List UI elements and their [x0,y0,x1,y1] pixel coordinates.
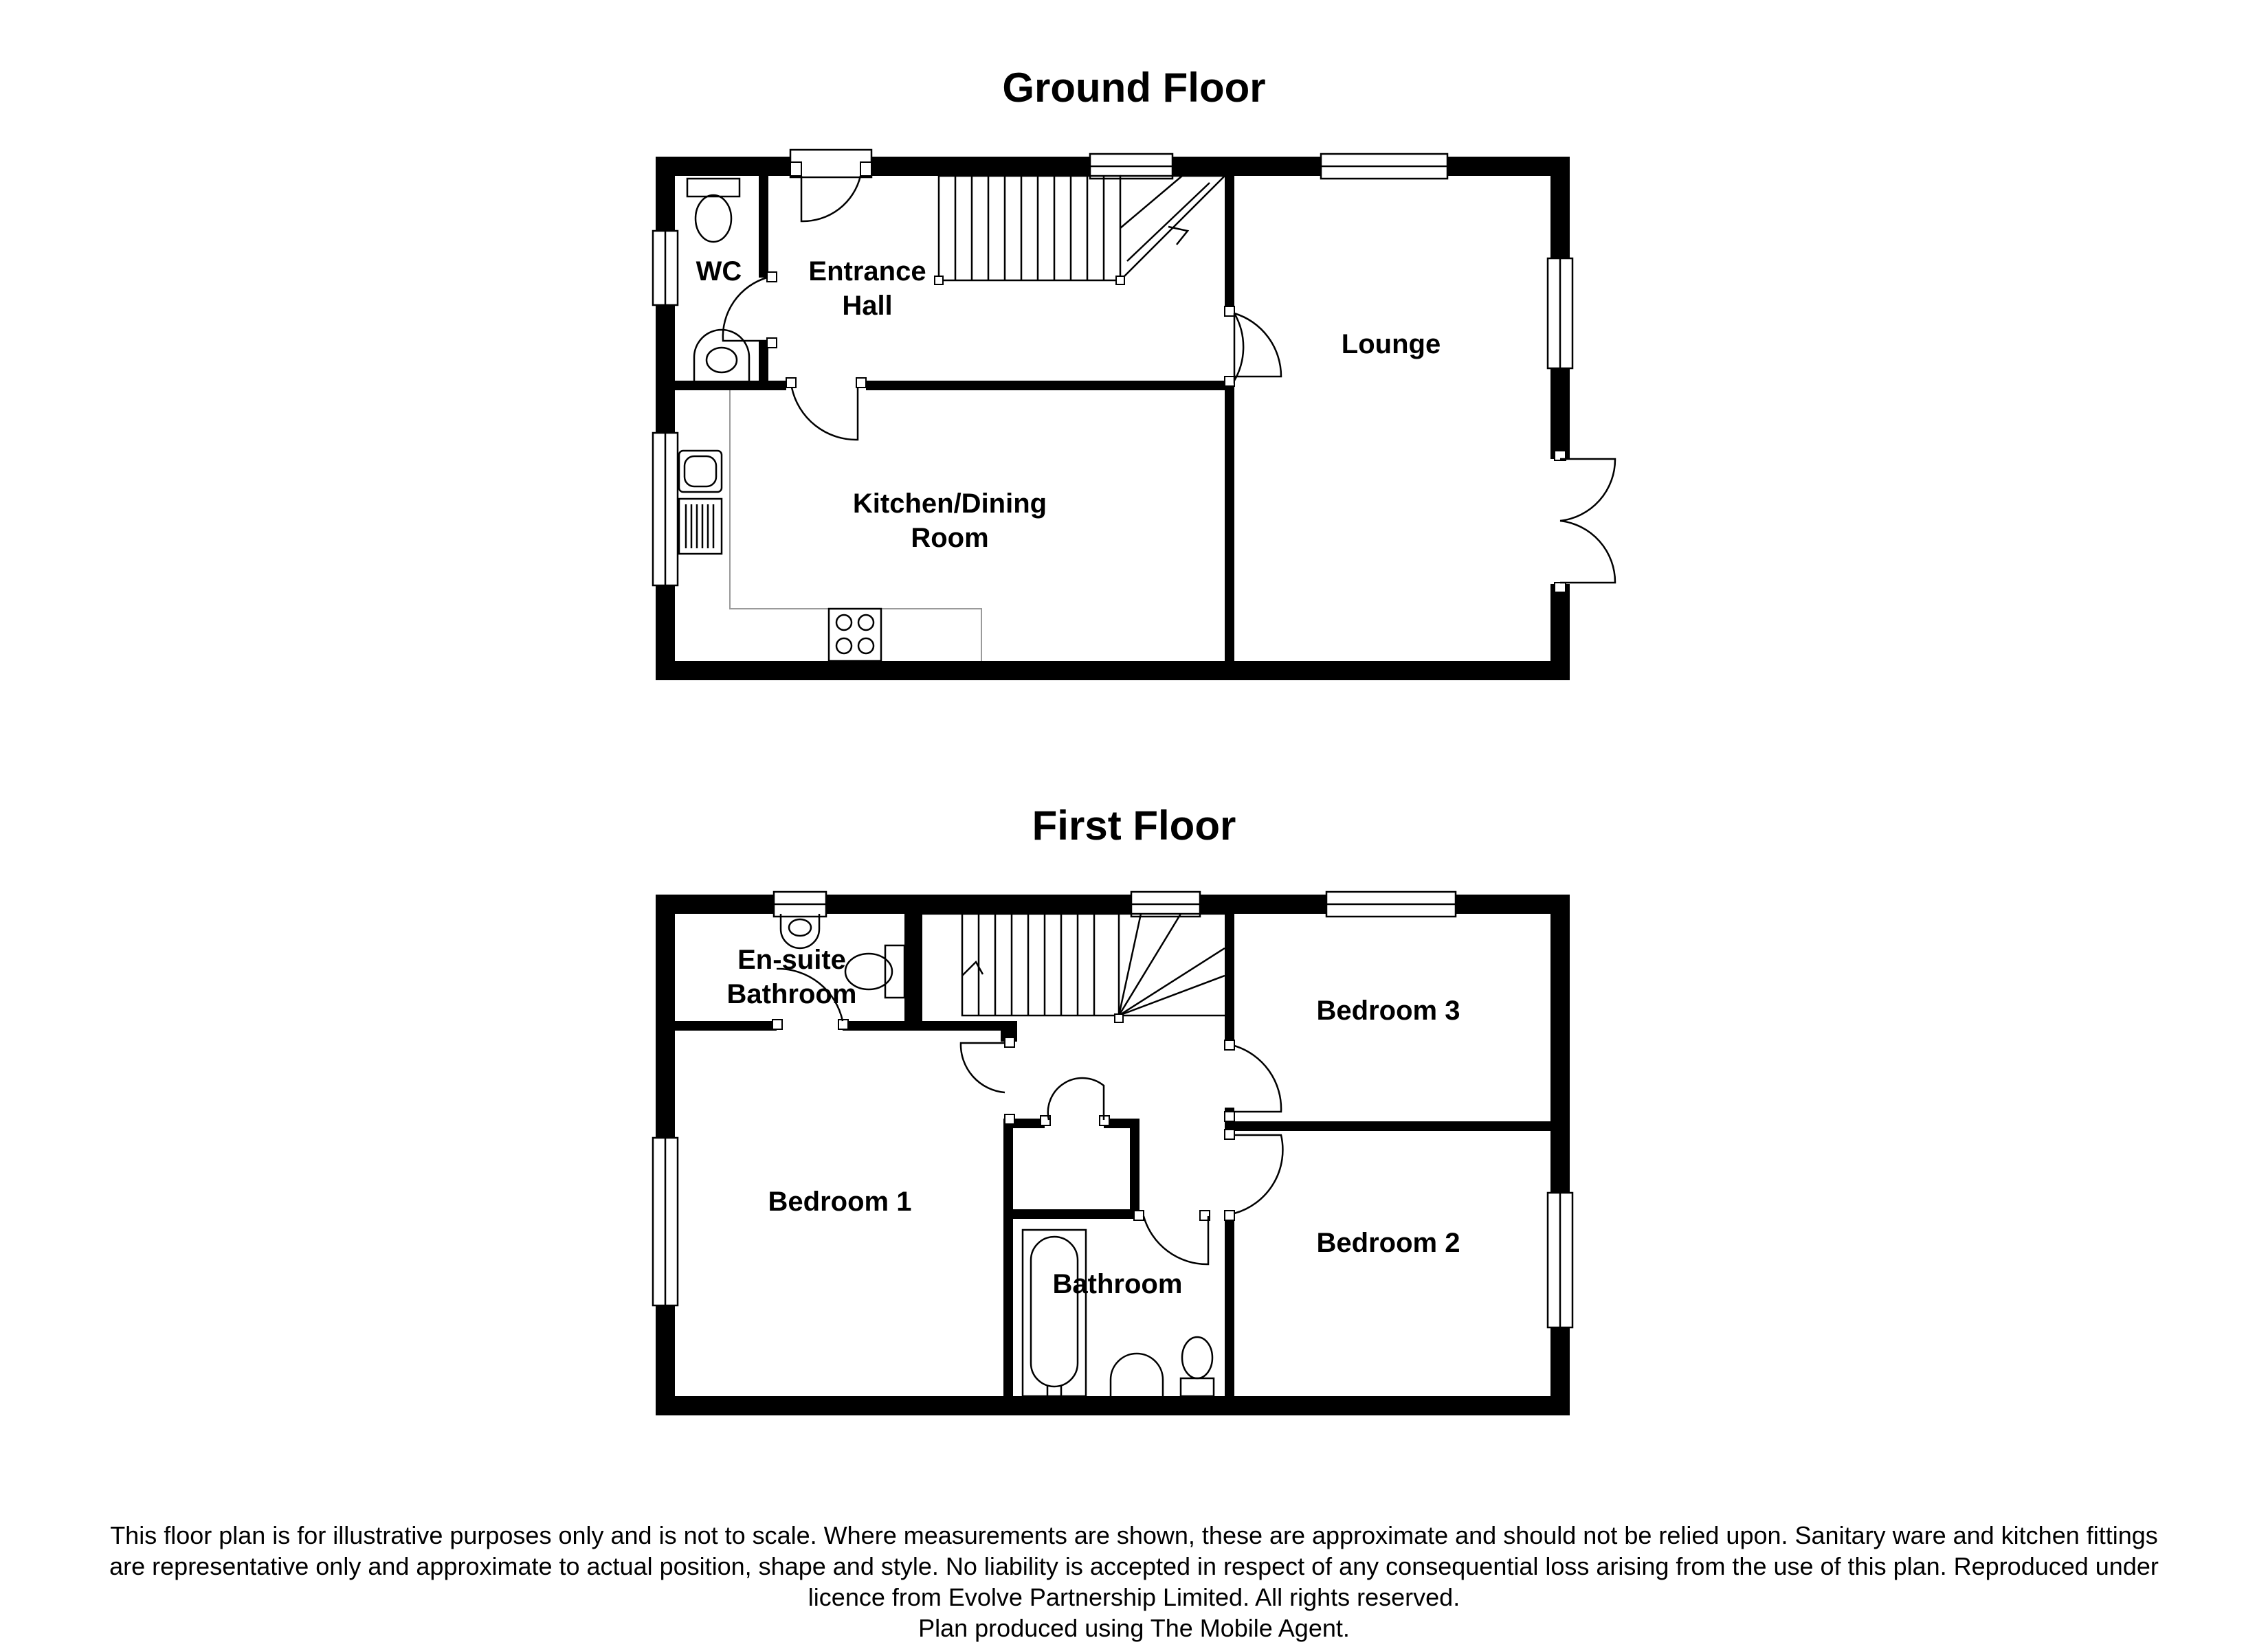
first-floor-staircase [922,914,1225,1022]
ground-floor-outer-walls [656,157,1570,680]
room-label-bathroom: Bathroom [1052,1269,1183,1299]
disclaimer-line: Plan produced using The Mobile Agent. [918,1614,1350,1642]
room-label-ensuite-line1: En-suite [737,945,846,975]
room-label-bedroom-2: Bedroom 2 [1316,1228,1460,1258]
ground-floor-doors [723,272,1281,440]
french-doors [1549,451,1615,592]
room-label-entrance-hall-line1: Entrance [808,256,926,287]
room-label-lounge: Lounge [1341,329,1441,359]
room-label-entrance-hall-line2: Hall [842,291,893,321]
first-floor-title: First Floor [1032,803,1236,849]
room-label-kitchen-dining-line2: Room [911,523,989,553]
front-door [790,150,871,221]
ground-floor-plan [653,65,1615,680]
room-label-bedroom-1: Bedroom 1 [768,1187,912,1217]
disclaimer [14,1520,2254,1644]
ground-floor-staircase [935,176,1225,284]
ground-floor-title: Ground Floor [1002,65,1266,111]
disclaimer-line: are representative only and approximate to actual position, shape and style. No liability is accepted in respect of any consequential loss arising from the use of this plan. Reproduced under [109,1552,2159,1580]
disclaimer-line: This floor plan is for illustrative purposes only and is not to scale. Where measurements are shown, these are approximate and should not be relied upon. Sanitary ware and kitchen fittings [110,1521,2158,1549]
room-label-ensuite-line2: Bathroom [726,979,857,1009]
disclaimer-line: licence from Evolve Partnership Limited. All rights reserved. [808,1583,1460,1611]
first-floor-plan [653,803,1572,1415]
room-label-bedroom-3: Bedroom 3 [1316,996,1460,1026]
room-label-wc: WC [696,256,742,287]
ground-floor-windows [653,154,1572,585]
room-label-kitchen-dining-line1: Kitchen/Dining [852,489,1047,519]
bathroom-fittings [1023,1230,1214,1396]
